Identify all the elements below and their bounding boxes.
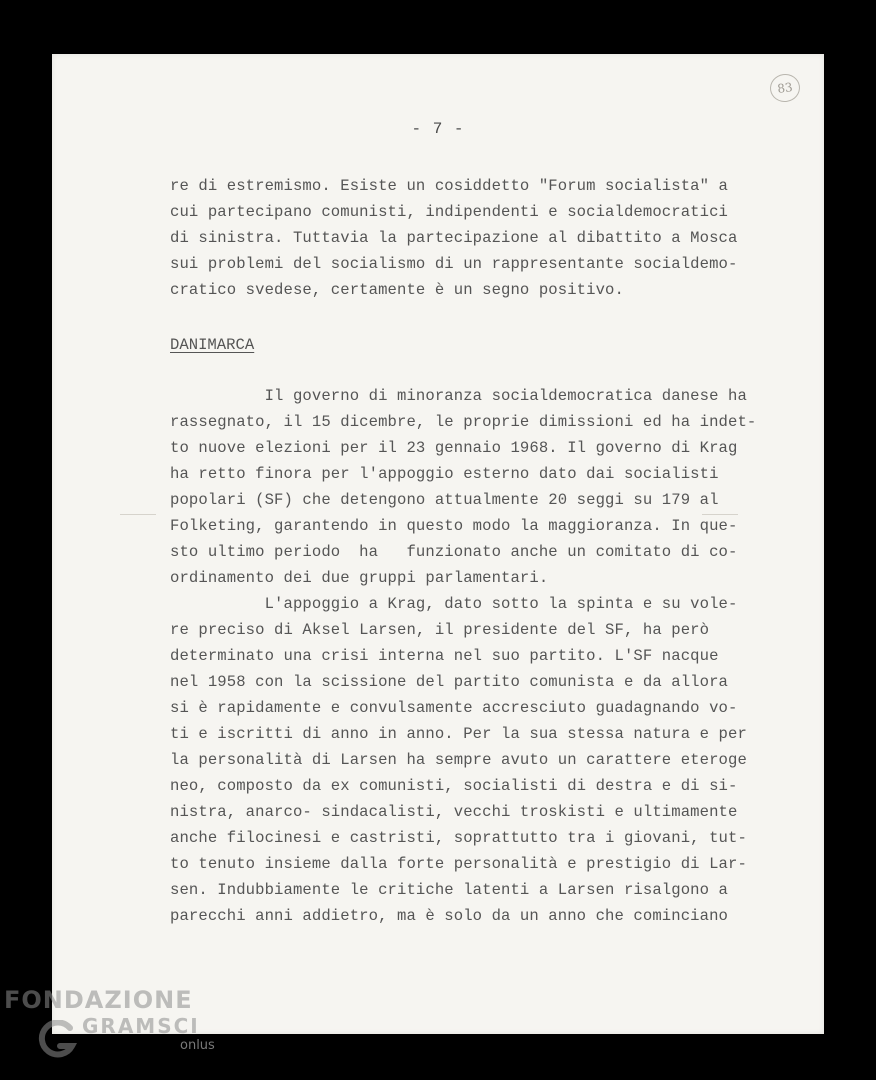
body-line: neo, composto da ex comunisti, socialisti di destra e di si- (170, 777, 738, 795)
body-line: sto ultimo periodo ha funzionato anche un comitato di co- (170, 543, 738, 561)
watermark-line1: FONDAZIONE (4, 986, 193, 1014)
body-line: L'appoggio a Krag, dato sotto la spinta e su vole- (170, 595, 738, 613)
body-line: ordinamento dei due gruppi parlamentari. (170, 569, 549, 587)
body-line: to nuove elezioni per il 23 gennaio 1968. Il governo di Krag (170, 439, 738, 457)
body-line: rassegnato, il 15 dicembre, le proprie dimissioni ed ha indet- (170, 413, 757, 431)
paragraph-line: cui partecipano comunisti, indipendenti e socialdemocratici (170, 203, 729, 221)
body-line: sen. Indubbiamente le critiche latenti a Larsen risalgono a (170, 881, 729, 899)
gramsci-logo-icon (36, 1020, 78, 1060)
archive-number-stamp: 83 (768, 72, 802, 104)
watermark-logo (4, 986, 215, 1062)
paragraph-line: di sinistra. Tuttavia la partecipazione al dibattito a Mosca (170, 229, 738, 247)
watermark-line2: GRAMSCI (82, 1014, 200, 1038)
watermark-line3: onlus (180, 1038, 215, 1053)
page-number: - 7 - (411, 120, 465, 138)
body-line: Il governo di minoranza socialdemocratica danese ha (170, 387, 747, 405)
body-line: anche filocinesi e castristi, soprattutto tra i giovani, tut- (170, 829, 747, 847)
body-line: popolari (SF) che detengono attualmente 20 seggi su 179 al (170, 491, 719, 509)
section-heading: DANIMARCA (170, 336, 255, 354)
body-line: ti e iscritti di anno in anno. Per la sua stessa natura e per (170, 725, 747, 743)
margin-mark (702, 514, 738, 515)
paragraph-line: sui problemi del socialismo di un rappresentante socialdemo- (170, 255, 738, 273)
margin-mark (120, 514, 156, 515)
body-line: determinato una crisi interna nel suo partito. L'SF nacque (170, 647, 719, 665)
body-line: la personalità di Larsen ha sempre avuto un carattere eteroge (170, 751, 747, 769)
body-line: nistra, anarco- sindacalisti, vecchi troskisti e ultimamente (170, 803, 738, 821)
document-page (52, 54, 824, 1034)
body-line: ha retto finora per l'appoggio esterno dato dai socialisti (170, 465, 719, 483)
body-line: re preciso di Aksel Larsen, il presidente del SF, ha però (170, 621, 710, 639)
body-line: nel 1958 con la scissione del partito comunista e da allora (170, 673, 729, 691)
body-line: to tenuto insieme dalla forte personalità e prestigio di Lar- (170, 855, 747, 873)
body-line: si è rapidamente e convulsamente accresciuto guadagnando vo- (170, 699, 738, 717)
body-line: Folketing, garantendo in questo modo la maggioranza. In que- (170, 517, 738, 535)
body-line: parecchi anni addietro, ma è solo da un anno che cominciano (170, 907, 729, 925)
paragraph-line: re di estremismo. Esiste un cosiddetto "Forum socialista" a (170, 177, 729, 195)
paragraph-line: cratico svedese, certamente è un segno positivo. (170, 281, 624, 299)
